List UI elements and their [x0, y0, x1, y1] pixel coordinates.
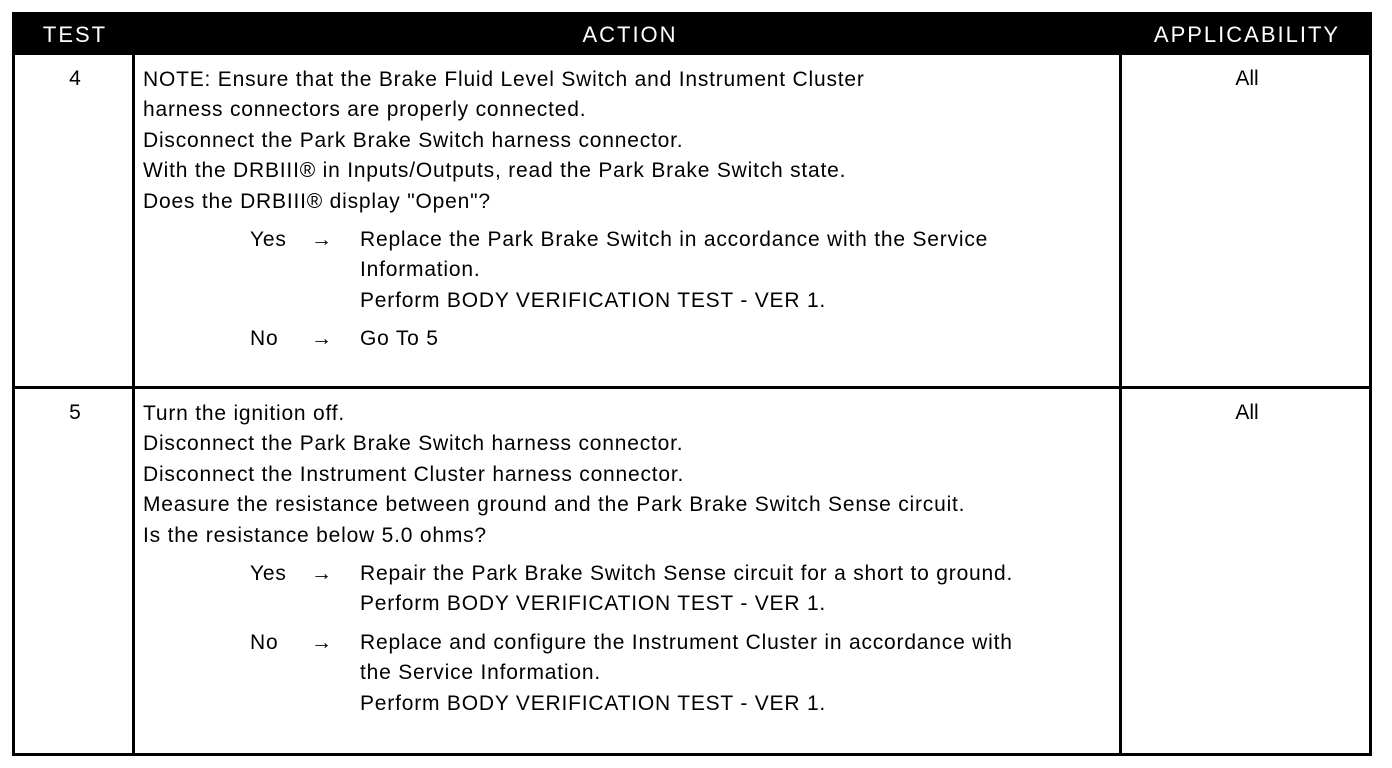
header-applicability: APPLICABILITY [1153, 22, 1341, 47]
response-text [360, 628, 1119, 719]
table-row-test-5 [15, 389, 1369, 753]
response-line: Perform BODY VERIFICATION TEST - VER 1. [360, 691, 827, 715]
response-label: Yes [250, 562, 287, 586]
table-row-test-4 [15, 55, 1369, 386]
action-line: Disconnect the Park Brake Switch harness connector. [143, 432, 684, 456]
response-text [360, 324, 1119, 354]
test-number: 4 [69, 67, 81, 90]
header-action: ACTION [582, 22, 678, 47]
action-line: harness connectors are properly connected. [143, 98, 587, 122]
response-line: Replace and configure the Instrument Cluster in accordance with [360, 630, 1013, 654]
arrow-right-icon: → [311, 630, 333, 654]
arrow-right-icon: → [311, 228, 333, 252]
response-label: Yes [250, 228, 287, 252]
diagnostic-table [12, 12, 1372, 756]
applicability-cell: All [1235, 67, 1259, 90]
response-text [360, 225, 1119, 316]
response-line: Perform BODY VERIFICATION TEST - VER 1. [360, 592, 827, 616]
response-line: the Service Information. [360, 661, 601, 685]
action-line: Does the DRBIII® display "Open"? [143, 189, 491, 213]
action-line: Disconnect the Park Brake Switch harness connector. [143, 128, 684, 152]
response-text [360, 559, 1119, 620]
response-line: Information. [360, 258, 481, 282]
action-line: Disconnect the Instrument Cluster harness connector. [143, 462, 685, 486]
action-line: NOTE: Ensure that the Brake Fluid Level Switch and Instrument Cluster [143, 68, 865, 91]
arrow-right-icon: → [311, 562, 333, 586]
response-line: Perform BODY VERIFICATION TEST - VER 1. [360, 288, 827, 312]
table-header [15, 15, 1369, 55]
response-no [143, 324, 1119, 354]
action-cell [143, 65, 1119, 355]
action-line: Is the resistance below 5.0 ohms? [143, 523, 487, 547]
response-yes [143, 559, 1119, 620]
response-line: Replace the Park Brake Switch in accordance with the Service [360, 228, 989, 252]
response-label: No [250, 630, 279, 654]
arrow-right-icon: → [311, 327, 333, 351]
action-line: With the DRBIII® in Inputs/Outputs, read the Park Brake Switch state. [143, 159, 847, 183]
response-line: Go To 5 [360, 327, 439, 351]
action-line: Turn the ignition off. [143, 402, 346, 425]
action-cell [143, 399, 1119, 719]
response-yes [143, 225, 1119, 316]
response-label: No [250, 327, 279, 351]
response-no [143, 628, 1119, 719]
action-line: Measure the resistance between ground and the Park Brake Switch Sense circuit. [143, 493, 966, 517]
header-test: TEST [42, 22, 108, 47]
test-number: 5 [69, 401, 81, 424]
applicability-cell: All [1235, 401, 1259, 424]
response-line: Repair the Park Brake Switch Sense circuit for a short to ground. [360, 562, 1014, 586]
